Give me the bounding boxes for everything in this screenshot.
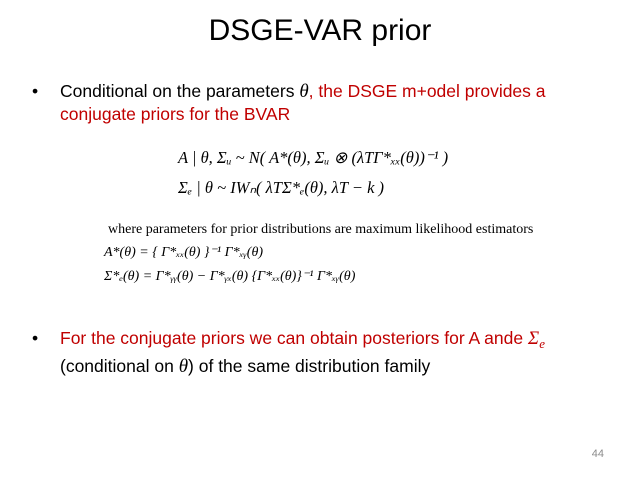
page-number: 44 — [591, 448, 604, 460]
slide-title: DSGE-VAR prior — [208, 14, 432, 47]
sigma-symbol: Σ — [527, 328, 540, 349]
bullet-dot: • — [32, 81, 39, 101]
bullet2-text-black-2: ) of the same distribution family — [188, 356, 431, 376]
bullet-text — [60, 327, 607, 378]
equation-note: where parameters for prior distributions are maximum likelihood estimators — [108, 222, 534, 237]
bullet1-text-black: Conditional on the parameters — [60, 81, 300, 101]
equation-a-star: A*(θ) = { Γ*ₓₓ(θ) }⁻¹ Γ*ₓᵧ(θ) — [104, 245, 263, 260]
bullet2-text-red: For the conjugate priors we can obtain posteriors for A ande — [60, 328, 528, 348]
bullet1-text-red: , the DSGE m+odel provides a conjugate priors for the BVAR — [60, 81, 546, 124]
bullet2-text-black-1: (conditional on — [60, 356, 179, 376]
equation-sigma-star: Σ*ₑ(θ) = Γ*ᵧᵧ(θ) − Γ*ᵧₓ(θ) {Γ*ₓₓ(θ)}⁻¹ Γ*ₓᵧ(θ) — [104, 269, 356, 284]
theta-symbol: θ — [299, 81, 309, 102]
sigma-subscript: e — [539, 336, 545, 351]
bullet-text — [60, 80, 607, 126]
equation-sigma-prior: Σₑ | θ ~ IWₙ( λTΣ*ₑ(θ), λT − k ) — [178, 178, 385, 197]
bullet-posteriors — [32, 327, 607, 378]
bullet-dot: • — [32, 328, 39, 348]
equation-a-prior: A | θ, Σᵤ ~ N( A*(θ), Σᵤ ⊗ (λTΓ*ₓₓ(θ))⁻¹ ) — [178, 148, 449, 167]
theta-symbol: θ — [178, 356, 189, 377]
bullet-conditional-prior — [32, 80, 607, 126]
